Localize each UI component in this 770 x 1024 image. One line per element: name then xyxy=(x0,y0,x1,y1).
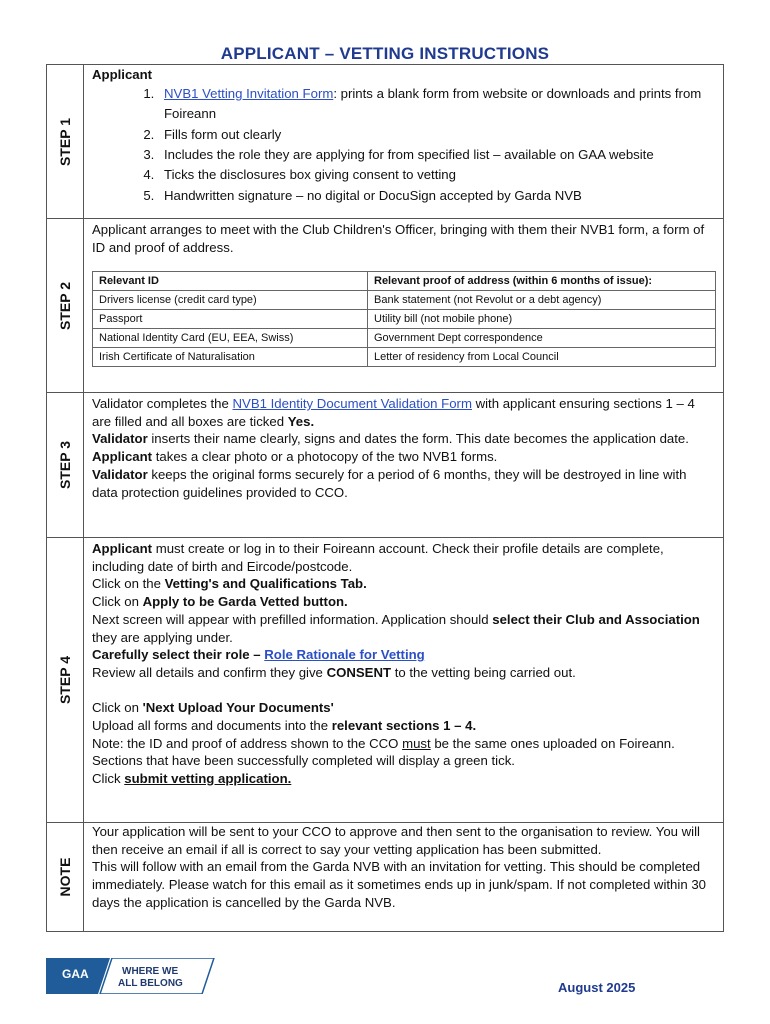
instructions-table xyxy=(46,64,724,932)
step-1-label-cell xyxy=(47,65,84,218)
step-3-para-2: Validator inserts their name clearly, signs and dates the form. This date becomes the application date. xyxy=(92,431,689,447)
spacer xyxy=(92,682,715,700)
step-4-line-5: Carefully select their role – Role Rationale for Vetting xyxy=(92,647,425,663)
step-3-row xyxy=(47,392,723,537)
note-para-2: This will follow with an email from the Garda NVB with an invitation for vetting. This should be completed immediately. Please watch for this email as it sometimes ends up in junk/spam. If not completed within 30 days the application is cancelled by the Garda NVB. xyxy=(92,859,706,910)
step-2-content xyxy=(84,219,724,392)
step-1-item-1: 1. NVB1 Vetting Invitation Form: prints a blank form from website or downloads and prints from Foireann xyxy=(158,84,715,125)
header-relevant-id: Relevant ID xyxy=(93,272,368,291)
step-2-label-cell xyxy=(47,219,84,392)
step-4-label-cell xyxy=(47,538,84,822)
table-cell: Government Dept correspondence xyxy=(368,329,716,348)
id-proof-table xyxy=(92,271,716,367)
header-proof-of-address: Relevant proof of address (within 6 months of issue): xyxy=(368,272,716,291)
step-4-line-2: Click on the Vetting's and Qualifications Tab. xyxy=(92,576,367,592)
step-1-label: STEP 1 xyxy=(57,117,73,166)
page-title: APPLICANT – VETTING INSTRUCTIONS xyxy=(220,44,550,63)
table-cell: National Identity Card (EU, EEA, Swiss) xyxy=(93,329,368,348)
note-label-cell xyxy=(47,823,84,931)
step-3-para-3: Applicant takes a clear photo or a photocopy of the two NVB1 forms. xyxy=(92,449,498,465)
step-1-item-3: 3. Includes the role they are applying for from specified list – available on GAA website xyxy=(158,145,715,165)
table-row xyxy=(93,348,716,367)
table-cell: Letter of residency from Local Council xyxy=(368,348,716,367)
step-4-line-6: Review all details and confirm they give CONSENT to the vetting being carried out. xyxy=(92,664,576,680)
table-cell: Drivers license (credit card type) xyxy=(93,291,368,310)
table-row xyxy=(93,310,716,329)
table-row xyxy=(93,291,716,310)
step-4-line-4: Next screen will appear with prefilled information. Application should select their Club and Association they are applying under. xyxy=(92,611,700,645)
step-2-text: Applicant arranges to meet with the Club Children's Officer, bringing with them their NVB1 form, a form of ID and proof of address. xyxy=(92,222,705,255)
note-label: NOTE xyxy=(57,857,73,897)
step-3-content xyxy=(84,393,723,537)
step-1-item-4: 4. Ticks the disclosures box giving consent to vetting xyxy=(158,165,715,185)
footer-date: August 2025 xyxy=(558,980,636,995)
table-cell: Utility bill (not mobile phone) xyxy=(368,310,716,329)
nvb1-validation-form-link[interactable]: NVB1 Identity Document Validation Form xyxy=(232,396,472,411)
step-4-line-8: Upload all forms and documents into the relevant sections 1 – 4. xyxy=(92,718,477,734)
role-rationale-link[interactable]: Role Rationale for Vetting xyxy=(264,647,425,663)
step-3-label: STEP 3 xyxy=(57,441,73,489)
step-4-content xyxy=(84,538,723,822)
note-content xyxy=(84,823,723,931)
nvb1-invitation-form-link[interactable]: NVB1 Vetting Invitation Form xyxy=(164,85,334,101)
step-1-item-5: 5. Handwritten signature – no digital or DocuSign accepted by Garda NVB xyxy=(158,186,715,206)
step-1-item-2: 2. Fills form out clearly xyxy=(158,125,715,145)
logo-line-2: ALL BELONG xyxy=(118,978,183,989)
table-header-row xyxy=(93,272,716,291)
step-4-line-7: Click on 'Next Upload Your Documents' xyxy=(92,700,334,716)
logo-line-1: WHERE WE xyxy=(122,966,179,977)
step-1-content xyxy=(84,65,723,218)
step-1-row xyxy=(47,65,723,218)
step-4-line-11: Click submit vetting application. xyxy=(92,771,292,787)
table-cell: Irish Certificate of Naturalisation xyxy=(93,348,368,367)
step-3-label-cell xyxy=(47,393,84,537)
step-4-line-9: Note: the ID and proof of address shown to the CCO must be the same ones uploaded on Foireann. xyxy=(92,735,675,751)
step-4-label: STEP 4 xyxy=(57,656,73,704)
table-cell: Bank statement (not Revolut or a debt agency) xyxy=(368,291,716,310)
table-cell: Passport xyxy=(93,310,368,329)
step-2-label: STEP 2 xyxy=(57,281,73,330)
table-row xyxy=(93,329,716,348)
step-2-row xyxy=(47,218,723,392)
step-1-list xyxy=(92,84,715,206)
step-3-para-4: Validator keeps the original forms securely for a period of 6 months, they will be destroyed in line with data protection guidelines provided to CCO. xyxy=(92,466,687,500)
step-4-line-10: Sections that have been successfully completed will display a green tick. xyxy=(92,753,515,769)
note-row xyxy=(47,822,723,931)
step-3-para-1: Validator completes the NVB1 Identity Document Validation Form with applicant ensuring sections 1 – 4 are filled and all boxes are ticked Yes. xyxy=(92,396,695,429)
step-4-row xyxy=(47,537,723,822)
step-4-line-1: Applicant must create or log in to their Foireann account. Check their profile details are complete, including date of birth and Eircode/postcode. xyxy=(92,541,664,574)
step-1-heading: Applicant xyxy=(92,67,153,82)
note-para-1: Your application will be sent to your CCO to approve and then sent to the organisation to review. You will then receive an email if all is correct to say your vetting application has been submitted. xyxy=(92,824,700,857)
step-4-line-3: Click on Apply to be Garda Vetted button. xyxy=(92,594,348,610)
logo-gaa-text: GAA xyxy=(62,967,89,981)
gaa-where-we-all-belong-logo xyxy=(46,958,216,994)
